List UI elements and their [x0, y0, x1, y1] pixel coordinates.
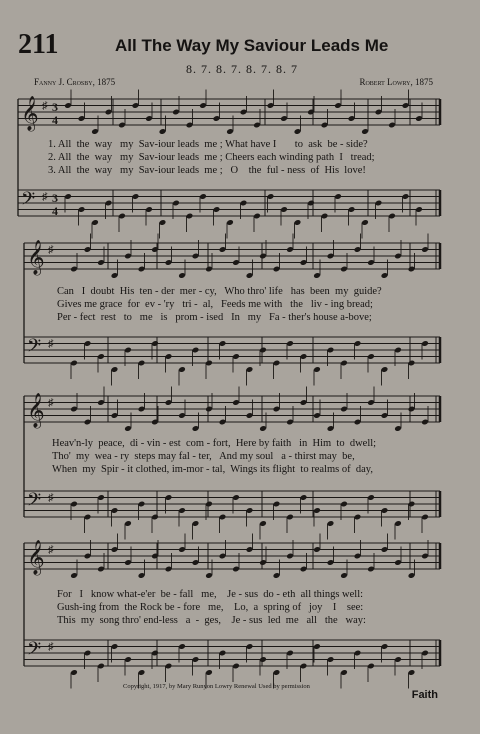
- lyrics-system-4: [57, 588, 462, 627]
- sharp-icon: ♯: [48, 338, 54, 350]
- sharp-icon: ♯: [42, 191, 48, 203]
- sharp-icon: ♯: [48, 641, 54, 653]
- lyric-line: For I know what-e'er be - fall me, Je - sus do - eth all things well:: [57, 589, 364, 600]
- tune-name: Faith: [411, 689, 438, 701]
- time-signature-bottom: 4: [52, 113, 58, 127]
- time-signature-top: 3: [52, 191, 58, 205]
- treble-clef-icon: 𝄞: [27, 393, 45, 428]
- bass-clef-icon: 𝄢: [27, 490, 42, 515]
- bass-clef-icon: 𝄢: [27, 336, 42, 361]
- hymn-number: 211: [18, 29, 59, 60]
- lyrics-system-1: [48, 138, 453, 177]
- composer-credit: Robert Lowry, 1875: [359, 77, 433, 87]
- lyrics-system-3: [52, 437, 462, 476]
- sharp-icon: ♯: [48, 492, 54, 504]
- lyric-line: Gives me grace for ev - 'ry tri - al, Feeds me with the liv - ing bread;: [57, 299, 373, 310]
- sharp-icon: ♯: [48, 544, 54, 556]
- lyric-line: Gush-ing from the Rock be - fore me, Lo, a spring of joy I see:: [57, 602, 364, 613]
- meter: 8. 7. 8. 7. 8. 7. 8. 7: [186, 62, 298, 76]
- lyric-line: Per - fect rest to me is prom - ised In my Fa - ther's house a-bove;: [57, 312, 372, 323]
- lyric-line: This my song thro' end-less a - ges, Je - sus led me all the way:: [57, 615, 366, 626]
- bass-clef-icon: 𝄢: [21, 189, 36, 214]
- treble-clef-icon: 𝄞: [27, 540, 45, 575]
- bass-clef-icon: 𝄢: [27, 639, 42, 664]
- sharp-icon: ♯: [48, 397, 54, 409]
- lyric-line: When my Spir - it clothed, im-mor - tal, Wings its flight to realms of day,: [52, 464, 373, 475]
- copyright-notice: Copyright, 1917, by Mary Runyon Lowry Renewal Used by permission: [123, 683, 310, 690]
- lyrics-system-2: [57, 285, 462, 324]
- time-signature-bottom: 4: [52, 204, 58, 218]
- treble-clef-icon: 𝄞: [27, 240, 45, 275]
- lyric-line: Can I doubt His ten - der mer - cy, Who thro' life has been my guide?: [57, 286, 382, 297]
- sharp-icon: ♯: [42, 100, 48, 112]
- time-signature-top: 3: [52, 100, 58, 114]
- lyric-line: 3. All the way my Sav-iour leads me ; O the ful - ness of His love!: [48, 165, 366, 176]
- lyric-line: Heav'n-ly peace, di - vin - est com - fort, Here by faith in Him to dwell;: [52, 438, 377, 449]
- treble-clef-icon: 𝄞: [21, 96, 39, 131]
- lyric-line: 2. All the way my Sav-iour leads me ; Cheers each winding path I tread;: [48, 152, 375, 163]
- sharp-icon: ♯: [48, 244, 54, 256]
- lyric-line: Tho' my wea - ry steps may fal - ter, And my soul a - thirst may be,: [52, 451, 355, 462]
- lyricist-credit: Fanny J. Crosby, 1875: [34, 77, 116, 87]
- lyric-line: 1. All the way my Sav-iour leads me ; What have I to ask be - side?: [48, 139, 368, 150]
- hymn-title: All The Way My Saviour Leads Me: [115, 36, 389, 55]
